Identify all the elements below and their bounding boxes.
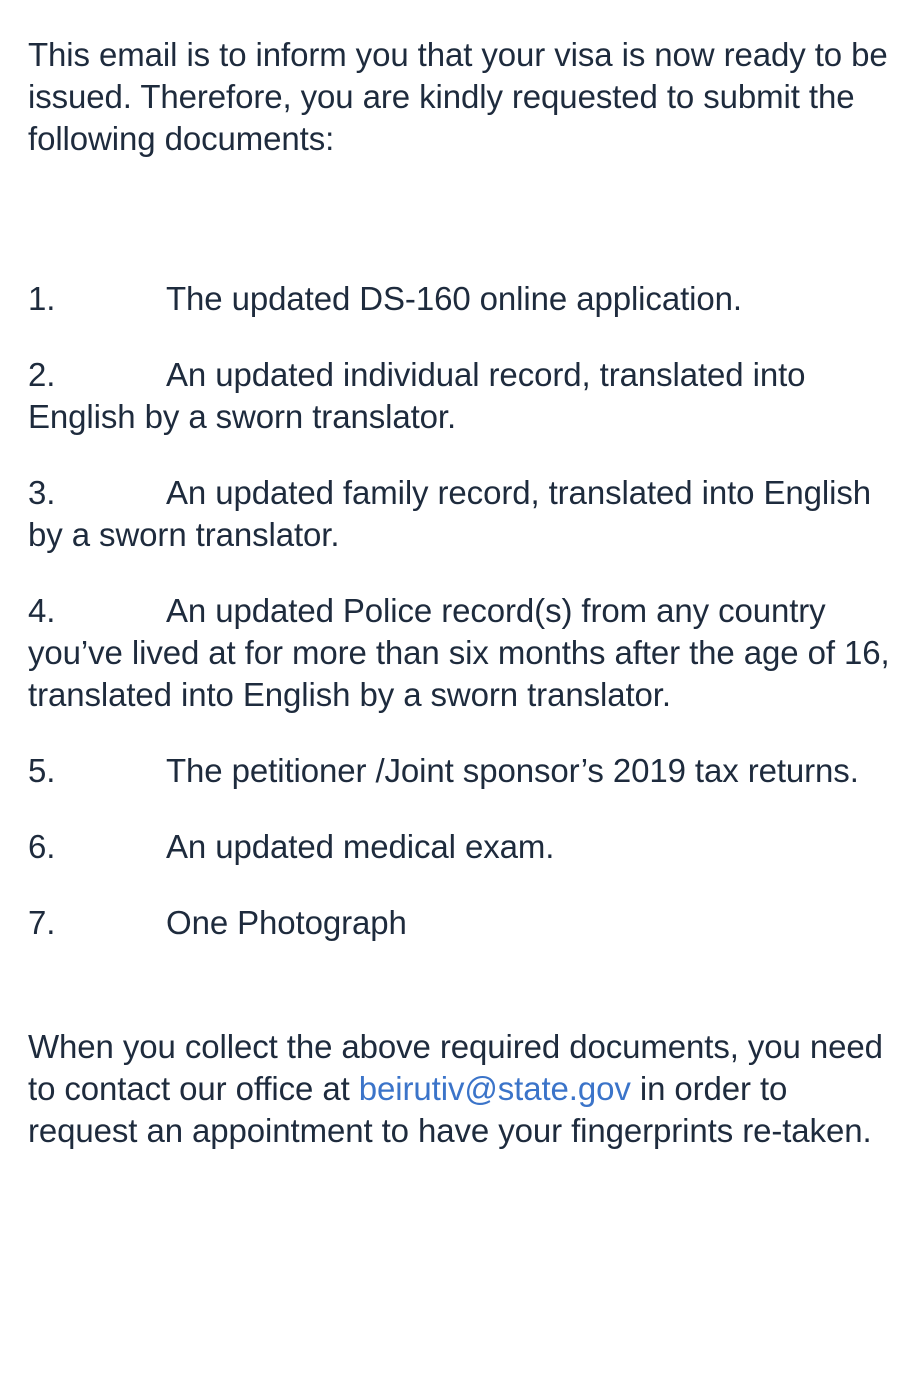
list-item [28, 472, 898, 556]
email-body [28, 34, 898, 1152]
list-item-text: An updated family record, translated into English by a sworn translator. [28, 474, 872, 553]
email-closing [28, 1026, 898, 1152]
contact-email-link[interactable]: beirutiv@state.gov [358, 1070, 631, 1107]
document-list [28, 278, 898, 944]
list-item-text: The updated DS-160 online application. [166, 280, 742, 317]
list-item-number: 1. [28, 280, 56, 317]
list-item-number: 3. [28, 474, 56, 511]
closing-text-after: in order to request an appointment to have your fingerprints re-taken. [28, 1070, 872, 1149]
list-item [28, 902, 898, 944]
list-item-text: One Photograph [166, 904, 407, 941]
list-item [28, 354, 898, 438]
list-item-text: An updated medical exam. [166, 828, 555, 865]
list-item-text: The petitioner /Joint sponsor’s 2019 tax returns. [166, 752, 859, 789]
list-item-text: An updated individual record, translated into English by a sworn translator. [28, 356, 806, 435]
list-item-number: 5. [28, 752, 56, 789]
list-item-number: 6. [28, 828, 56, 865]
list-item [28, 750, 898, 792]
email-intro: This email is to inform you that your visa is now ready to be issued. Therefore, you are kindly requested to submit the following documents: [28, 36, 888, 157]
list-item-number: 2. [28, 356, 56, 393]
list-item-number: 7. [28, 904, 56, 941]
list-item-text: An updated Police record(s) from any country you’ve lived at for more than six months after the age of 16, translated into English by a sworn translator. [28, 592, 890, 713]
list-item [28, 590, 898, 716]
list-item [28, 278, 898, 320]
list-item-number: 4. [28, 592, 56, 629]
closing-text-before: When you collect the above required documents, you need to contact our office at [28, 1028, 883, 1107]
list-item [28, 826, 898, 868]
